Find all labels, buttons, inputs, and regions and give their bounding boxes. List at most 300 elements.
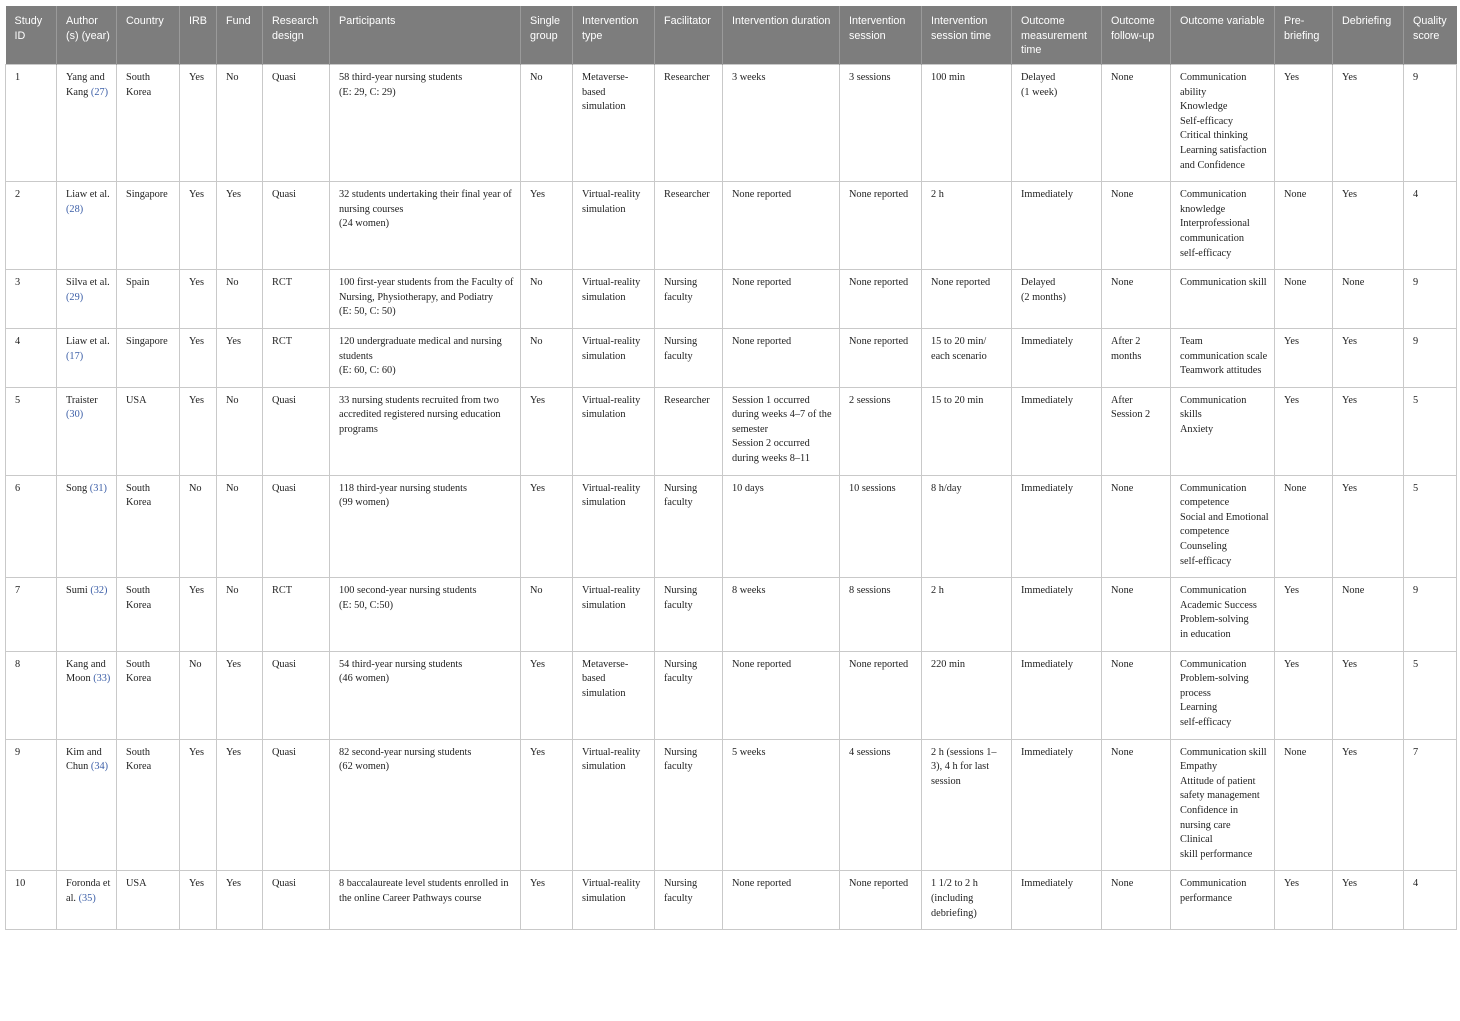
outcome-follow-up-cell: None xyxy=(1102,65,1171,182)
author-name: Kim and Chun xyxy=(66,746,102,773)
author-name: Liaw et al. xyxy=(66,189,110,201)
intervention-session-time-cell: 15 to 20 min xyxy=(922,387,1012,475)
intervention-duration-cell-line: 3 weeks xyxy=(732,72,766,83)
study-id-cell: 4 xyxy=(6,328,57,387)
irb-cell: No xyxy=(180,651,217,739)
reference-link[interactable]: (32) xyxy=(90,585,108,597)
study-id-cell: 6 xyxy=(6,475,57,578)
outcome-follow-up-cell: None xyxy=(1102,578,1171,651)
intervention-type-cell: Virtual-reality simulation xyxy=(573,578,655,651)
outcome-measurement-time-cell xyxy=(1012,65,1102,182)
debriefing-cell: None xyxy=(1333,270,1404,329)
table-row xyxy=(6,387,1457,475)
intervention-duration-cell-line: None reported xyxy=(732,189,792,201)
participants-cell xyxy=(330,871,521,930)
column-header-pre-briefing: Pre-briefing xyxy=(1275,6,1333,65)
outcome-variable-cell-line: Academic Success xyxy=(1180,599,1257,611)
country-cell: USA xyxy=(117,871,180,930)
participants-cell-line: (99 women) xyxy=(339,497,390,509)
intervention-session-cell: 10 sessions xyxy=(840,475,922,578)
outcome-measurement-time-cell xyxy=(1012,651,1102,739)
outcome-variable-cell xyxy=(1171,739,1275,871)
outcome-variable-cell-line: Critical thinking xyxy=(1180,130,1248,142)
pre-briefing-cell: None xyxy=(1275,270,1333,329)
intervention-type-cell: Virtual-reality simulation xyxy=(573,328,655,387)
outcome-variable-cell-line: Empathy xyxy=(1180,761,1218,773)
fund-cell: No xyxy=(217,270,263,329)
study-id-cell: 5 xyxy=(6,387,57,475)
table-row xyxy=(6,651,1457,739)
debriefing-cell: Yes xyxy=(1333,739,1404,871)
outcome-variable-cell-line: self-efficacy xyxy=(1180,555,1232,567)
irb-cell: Yes xyxy=(180,182,217,270)
outcome-follow-up-cell: After 2 months xyxy=(1102,328,1171,387)
intervention-duration-cell xyxy=(723,475,840,578)
participants-cell-line: 58 third-year nursing students xyxy=(339,72,463,83)
single-group-cell: Yes xyxy=(521,475,573,578)
research-design-cell: RCT xyxy=(263,578,330,651)
facilitator-cell: Nursing faculty xyxy=(655,270,723,329)
column-header-fund: Fund xyxy=(217,6,263,65)
table-row xyxy=(6,328,1457,387)
fund-cell: No xyxy=(217,387,263,475)
intervention-session-time-cell: 8 h/day xyxy=(922,475,1012,578)
debriefing-cell: Yes xyxy=(1333,65,1404,182)
outcome-variable-cell-line: Communication performance xyxy=(1180,878,1247,904)
intervention-duration-cell xyxy=(723,182,840,270)
country-cell: South Korea xyxy=(117,475,180,578)
outcome-variable-cell xyxy=(1171,182,1275,270)
participants-cell-line: (46 women) xyxy=(339,673,390,685)
quality-score-cell: 4 xyxy=(1404,871,1457,930)
column-header-quality-score: Quality score xyxy=(1404,6,1457,65)
column-header-intervention-session: Intervention session xyxy=(840,6,922,65)
intervention-session-time-cell: 2 h xyxy=(922,182,1012,270)
table-body xyxy=(6,65,1457,930)
single-group-cell: Yes xyxy=(521,387,573,475)
outcome-measurement-time-cell-line: (1 week) xyxy=(1021,86,1058,98)
table-row xyxy=(6,578,1457,651)
author-cell xyxy=(57,182,117,270)
table-header xyxy=(6,6,1457,65)
column-header-research-design: Research design xyxy=(263,6,330,65)
outcome-variable-cell xyxy=(1171,328,1275,387)
outcome-measurement-time-cell-line: Immediately xyxy=(1021,878,1074,890)
single-group-cell: No xyxy=(521,270,573,329)
column-header-irb: IRB xyxy=(180,6,217,65)
quality-score-cell: 5 xyxy=(1404,651,1457,739)
outcome-variable-cell-line: Learning xyxy=(1180,702,1218,714)
reference-link[interactable]: (30) xyxy=(66,409,84,421)
outcome-variable-cell-line: Knowledge xyxy=(1180,101,1228,113)
outcome-variable-cell-line: Social and Emotional competence xyxy=(1180,511,1269,538)
facilitator-cell: Nursing faculty xyxy=(655,871,723,930)
outcome-variable-cell-line: Problem-solving xyxy=(1180,614,1249,626)
facilitator-cell: Nursing faculty xyxy=(655,475,723,578)
participants-cell xyxy=(330,182,521,270)
pre-briefing-cell: Yes xyxy=(1275,578,1333,651)
intervention-session-time-cell: 2 h (sessions 1–3), 4 h for last session xyxy=(922,739,1012,871)
research-design-cell: Quasi xyxy=(263,475,330,578)
outcome-measurement-time-cell-line: Immediately xyxy=(1021,394,1074,406)
research-design-cell: Quasi xyxy=(263,651,330,739)
outcome-measurement-time-cell-line: Delayed xyxy=(1021,277,1056,289)
single-group-cell: No xyxy=(521,578,573,651)
participants-cell-line: 100 first-year students from the Faculty of Nursing, Physiotherapy, and Podiatry xyxy=(339,277,514,303)
research-design-cell: Quasi xyxy=(263,871,330,930)
study-id-cell: 7 xyxy=(6,578,57,651)
fund-cell: Yes xyxy=(217,182,263,270)
outcome-variable-cell xyxy=(1171,270,1275,329)
intervention-duration-cell xyxy=(723,387,840,475)
reference-link[interactable]: (31) xyxy=(89,482,107,494)
table-row xyxy=(6,475,1457,578)
facilitator-cell: Nursing faculty xyxy=(655,739,723,871)
outcome-variable-cell xyxy=(1171,475,1275,578)
intervention-session-time-cell: 1 1/2 to 2 h (including debriefing) xyxy=(922,871,1012,930)
intervention-duration-cell-line: 5 weeks xyxy=(732,746,766,758)
outcome-measurement-time-cell xyxy=(1012,739,1102,871)
irb-cell: Yes xyxy=(180,739,217,871)
author-cell xyxy=(57,65,117,182)
intervention-session-cell: None reported xyxy=(840,651,922,739)
outcome-variable-cell-line: Communication skills xyxy=(1180,394,1247,421)
outcome-variable-cell-line: Communication xyxy=(1180,585,1247,597)
column-header-participants: Participants xyxy=(330,6,521,65)
outcome-variable-cell-line: Attitude of patient safety management xyxy=(1180,775,1260,802)
author-cell xyxy=(57,328,117,387)
intervention-type-cell: Virtual-reality simulation xyxy=(573,182,655,270)
intervention-session-time-cell: 15 to 20 min/ each scenario xyxy=(922,328,1012,387)
study-id-cell: 1 xyxy=(6,65,57,182)
intervention-duration-cell xyxy=(723,871,840,930)
fund-cell: Yes xyxy=(217,739,263,871)
outcome-variable-cell xyxy=(1171,871,1275,930)
table-row xyxy=(6,739,1457,871)
participants-cell-line: 8 baccalaureate level students enrolled in the online Career Pathways course xyxy=(339,878,509,904)
intervention-duration-cell xyxy=(723,651,840,739)
table-row xyxy=(6,182,1457,270)
study-id-cell: 9 xyxy=(6,739,57,871)
quality-score-cell: 5 xyxy=(1404,387,1457,475)
research-design-cell: Quasi xyxy=(263,387,330,475)
intervention-session-cell: None reported xyxy=(840,270,922,329)
participants-cell-line: (E: 29, C: 29) xyxy=(339,86,396,98)
outcome-variable-cell xyxy=(1171,65,1275,182)
participants-cell xyxy=(330,387,521,475)
outcome-measurement-time-cell-line: Delayed xyxy=(1021,72,1056,83)
irb-cell: Yes xyxy=(180,387,217,475)
outcome-measurement-time-cell-line: Immediately xyxy=(1021,746,1074,758)
intervention-duration-cell-line: Session 2 occurred during weeks 8–11 xyxy=(732,438,810,465)
participants-cell xyxy=(330,578,521,651)
author-cell xyxy=(57,739,117,871)
author-name: Yang and Kang xyxy=(66,72,105,98)
outcome-variable-cell-line: Interprofessional communication xyxy=(1180,218,1250,244)
author-cell xyxy=(57,270,117,329)
outcome-measurement-time-cell xyxy=(1012,270,1102,329)
irb-cell: Yes xyxy=(180,65,217,182)
outcome-measurement-time-cell-line: Immediately xyxy=(1021,482,1074,494)
participants-cell-line: 100 second-year nursing students xyxy=(339,585,477,597)
outcome-variable-cell-line: skill performance xyxy=(1180,848,1253,860)
outcome-follow-up-cell: After Session 2 xyxy=(1102,387,1171,475)
quality-score-cell: 9 xyxy=(1404,270,1457,329)
participants-cell xyxy=(330,651,521,739)
country-cell: South Korea xyxy=(117,739,180,871)
debriefing-cell: None xyxy=(1333,578,1404,651)
country-cell: South Korea xyxy=(117,578,180,651)
column-header-intervention-duration: Intervention duration xyxy=(723,6,840,65)
debriefing-cell: Yes xyxy=(1333,871,1404,930)
outcome-measurement-time-cell xyxy=(1012,182,1102,270)
reference-link[interactable]: (34) xyxy=(90,761,109,773)
studies-table xyxy=(5,6,1457,930)
intervention-session-time-cell: 2 h xyxy=(922,578,1012,651)
intervention-session-cell: 8 sessions xyxy=(840,578,922,651)
reference-link[interactable]: (35) xyxy=(78,892,96,904)
debriefing-cell: Yes xyxy=(1333,475,1404,578)
intervention-duration-cell-line: None reported xyxy=(732,335,792,347)
single-group-cell: Yes xyxy=(521,182,573,270)
outcome-follow-up-cell: None xyxy=(1102,651,1171,739)
outcome-measurement-time-cell-line: Immediately xyxy=(1021,335,1074,347)
fund-cell: Yes xyxy=(217,651,263,739)
research-design-cell: RCT xyxy=(263,270,330,329)
facilitator-cell: Researcher xyxy=(655,182,723,270)
facilitator-cell: Nursing faculty xyxy=(655,651,723,739)
outcome-variable-cell-line: Self-efficacy xyxy=(1180,115,1233,127)
pre-briefing-cell: Yes xyxy=(1275,65,1333,182)
study-id-cell: 2 xyxy=(6,182,57,270)
quality-score-cell: 4 xyxy=(1404,182,1457,270)
intervention-type-cell: Virtual-reality simulation xyxy=(573,475,655,578)
author-cell xyxy=(57,387,117,475)
facilitator-cell: Nursing faculty xyxy=(655,328,723,387)
outcome-variable-cell-line: Communication skill xyxy=(1180,277,1267,289)
author-name: Song xyxy=(66,482,88,494)
pre-briefing-cell: Yes xyxy=(1275,387,1333,475)
participants-cell xyxy=(330,328,521,387)
pre-briefing-cell: None xyxy=(1275,182,1333,270)
country-cell: Spain xyxy=(117,270,180,329)
reference-link[interactable]: (33) xyxy=(93,673,111,685)
outcome-variable-cell-line: Communication knowledge xyxy=(1180,189,1247,215)
outcome-variable-cell xyxy=(1171,387,1275,475)
participants-cell-line: (E: 50, C: 50) xyxy=(339,306,396,318)
table-row xyxy=(6,871,1457,930)
quality-score-cell: 9 xyxy=(1404,578,1457,651)
column-header-facilitator: Facilitator xyxy=(655,6,723,65)
outcome-variable-cell-line: Counseling xyxy=(1180,541,1227,553)
intervention-duration-cell xyxy=(723,328,840,387)
outcome-variable-cell-line: in education xyxy=(1180,629,1231,640)
research-design-cell: Quasi xyxy=(263,182,330,270)
outcome-variable-cell-line: Communication xyxy=(1180,658,1247,670)
debriefing-cell: Yes xyxy=(1333,387,1404,475)
intervention-session-cell: None reported xyxy=(840,871,922,930)
column-header-intervention-session-time: Intervention session time xyxy=(922,6,1012,65)
intervention-duration-cell-line: None reported xyxy=(732,277,792,289)
quality-score-cell: 9 xyxy=(1404,65,1457,182)
irb-cell: Yes xyxy=(180,328,217,387)
outcome-variable-cell-line: Confidence in nursing care xyxy=(1180,804,1239,831)
participants-cell-line: 54 third-year nursing students xyxy=(339,658,463,670)
author-cell xyxy=(57,578,117,651)
country-cell: Singapore xyxy=(117,182,180,270)
facilitator-cell: Nursing faculty xyxy=(655,578,723,651)
fund-cell: No xyxy=(217,578,263,651)
participants-cell xyxy=(330,270,521,329)
column-header-country: Country xyxy=(117,6,180,65)
country-cell: USA xyxy=(117,387,180,475)
participants-cell xyxy=(330,65,521,182)
outcome-measurement-time-cell-line: Immediately xyxy=(1021,189,1074,201)
table-row xyxy=(6,65,1457,182)
debriefing-cell: Yes xyxy=(1333,651,1404,739)
author-name: Traister xyxy=(66,394,98,406)
irb-cell: Yes xyxy=(180,871,217,930)
outcome-variable-cell xyxy=(1171,651,1275,739)
column-header-intervention-type: Intervention type xyxy=(573,6,655,65)
irb-cell: Yes xyxy=(180,270,217,329)
country-cell: South Korea xyxy=(117,651,180,739)
participants-cell-line: 32 students undertaking their final year of nursing courses xyxy=(339,189,512,215)
single-group-cell: No xyxy=(521,65,573,182)
outcome-variable-cell-line: Communication competence xyxy=(1180,482,1247,509)
header-row xyxy=(6,6,1457,65)
table-row xyxy=(6,270,1457,329)
participants-cell xyxy=(330,475,521,578)
country-cell: South Korea xyxy=(117,65,180,182)
intervention-type-cell: Metaverse-based simulation xyxy=(573,65,655,182)
outcome-variable-cell-line: Anxiety xyxy=(1180,423,1214,435)
single-group-cell: Yes xyxy=(521,739,573,871)
outcome-measurement-time-cell xyxy=(1012,387,1102,475)
intervention-session-cell: 3 sessions xyxy=(840,65,922,182)
author-name: Silva et al. xyxy=(66,277,110,289)
quality-score-cell: 9 xyxy=(1404,328,1457,387)
intervention-type-cell: Virtual-reality simulation xyxy=(573,739,655,871)
participants-cell-line: 118 third-year nursing students xyxy=(339,482,468,494)
pre-briefing-cell: None xyxy=(1275,475,1333,578)
participants-cell xyxy=(330,739,521,871)
reference-link[interactable]: (27) xyxy=(90,86,109,98)
intervention-session-time-cell: 220 min xyxy=(922,651,1012,739)
outcome-follow-up-cell: None xyxy=(1102,182,1171,270)
irb-cell: No xyxy=(180,475,217,578)
debriefing-cell: Yes xyxy=(1333,328,1404,387)
fund-cell: Yes xyxy=(217,871,263,930)
outcome-variable-cell-line: and Confidence xyxy=(1180,159,1245,171)
study-id-cell: 10 xyxy=(6,871,57,930)
intervention-session-cell: 2 sessions xyxy=(840,387,922,475)
country-cell: Singapore xyxy=(117,328,180,387)
author-name: Liaw et al. xyxy=(66,335,110,347)
research-design-cell: Quasi xyxy=(263,65,330,182)
research-design-cell: RCT xyxy=(263,328,330,387)
study-id-cell: 3 xyxy=(6,270,57,329)
outcome-variable-cell-line: Teamwork attitudes xyxy=(1180,365,1262,377)
facilitator-cell: Researcher xyxy=(655,387,723,475)
fund-cell: No xyxy=(217,475,263,578)
outcome-measurement-time-cell-line: Immediately xyxy=(1021,585,1074,597)
outcome-follow-up-cell: None xyxy=(1102,739,1171,871)
intervention-session-cell: None reported xyxy=(840,328,922,387)
fund-cell: Yes xyxy=(217,328,263,387)
intervention-session-time-cell: 100 min xyxy=(922,65,1012,182)
pre-briefing-cell: Yes xyxy=(1275,328,1333,387)
single-group-cell: Yes xyxy=(521,871,573,930)
column-header-outcome-follow-up: Outcome follow-up xyxy=(1102,6,1171,65)
outcome-variable-cell-line: Clinical xyxy=(1180,834,1213,846)
author-cell xyxy=(57,651,117,739)
author-cell xyxy=(57,871,117,930)
facilitator-cell: Researcher xyxy=(655,65,723,182)
intervention-session-cell: 4 sessions xyxy=(840,739,922,871)
outcome-variable-cell-line: Problem-solving process xyxy=(1180,673,1249,699)
quality-score-cell: 5 xyxy=(1404,475,1457,578)
column-header-study-id: Study ID xyxy=(6,6,57,65)
author-cell xyxy=(57,475,117,578)
reference-link[interactable]: (29) xyxy=(66,291,84,303)
author-name: Sumi xyxy=(66,585,88,597)
intervention-duration-cell xyxy=(723,65,840,182)
column-header-single-group: Single group xyxy=(521,6,573,65)
irb-cell: Yes xyxy=(180,578,217,651)
outcome-variable-cell-line: Learning satisfaction xyxy=(1180,144,1267,156)
participants-cell-line: (E: 60, C: 60) xyxy=(339,365,396,377)
outcome-measurement-time-cell xyxy=(1012,475,1102,578)
intervention-duration-cell-line: 10 days xyxy=(732,482,764,494)
pre-briefing-cell: None xyxy=(1275,739,1333,871)
author-name: Kang and Moon xyxy=(66,658,106,685)
reference-link[interactable]: (28) xyxy=(66,203,84,215)
outcome-variable-cell xyxy=(1171,578,1275,651)
intervention-type-cell: Metaverse-based simulation xyxy=(573,651,655,739)
pre-briefing-cell: Yes xyxy=(1275,871,1333,930)
participants-cell-line: (62 women) xyxy=(339,761,390,773)
outcome-variable-cell-line: Communication skill xyxy=(1180,746,1267,758)
author-name: Foronda et al. xyxy=(66,878,111,904)
column-header-author: Author (s) (year) xyxy=(57,6,117,65)
single-group-cell: No xyxy=(521,328,573,387)
debriefing-cell: Yes xyxy=(1333,182,1404,270)
intervention-type-cell: Virtual-reality simulation xyxy=(573,387,655,475)
outcome-follow-up-cell: None xyxy=(1102,871,1171,930)
single-group-cell: Yes xyxy=(521,651,573,739)
reference-link[interactable]: (17) xyxy=(66,350,84,362)
intervention-duration-cell-line: None reported xyxy=(732,658,792,670)
outcome-follow-up-cell: None xyxy=(1102,270,1171,329)
intervention-type-cell: Virtual-reality simulation xyxy=(573,270,655,329)
participants-cell-line: (24 women) xyxy=(339,218,390,230)
outcome-variable-cell-line: Communication ability xyxy=(1180,72,1247,98)
intervention-duration-cell xyxy=(723,270,840,329)
outcome-measurement-time-cell xyxy=(1012,871,1102,930)
outcome-variable-cell-line: Team communication scale xyxy=(1180,335,1268,362)
outcome-measurement-time-cell xyxy=(1012,328,1102,387)
column-header-outcome-measurement-time: Outcome measurement time xyxy=(1012,6,1102,65)
intervention-session-cell: None reported xyxy=(840,182,922,270)
outcome-measurement-time-cell-line: Immediately xyxy=(1021,658,1074,670)
participants-cell-line: (E: 50, C:50) xyxy=(339,599,394,611)
participants-cell-line: 120 undergraduate medical and nursing students xyxy=(339,335,502,362)
outcome-follow-up-cell: None xyxy=(1102,475,1171,578)
participants-cell-line: 82 second-year nursing students xyxy=(339,746,472,758)
study-id-cell: 8 xyxy=(6,651,57,739)
intervention-duration-cell xyxy=(723,578,840,651)
